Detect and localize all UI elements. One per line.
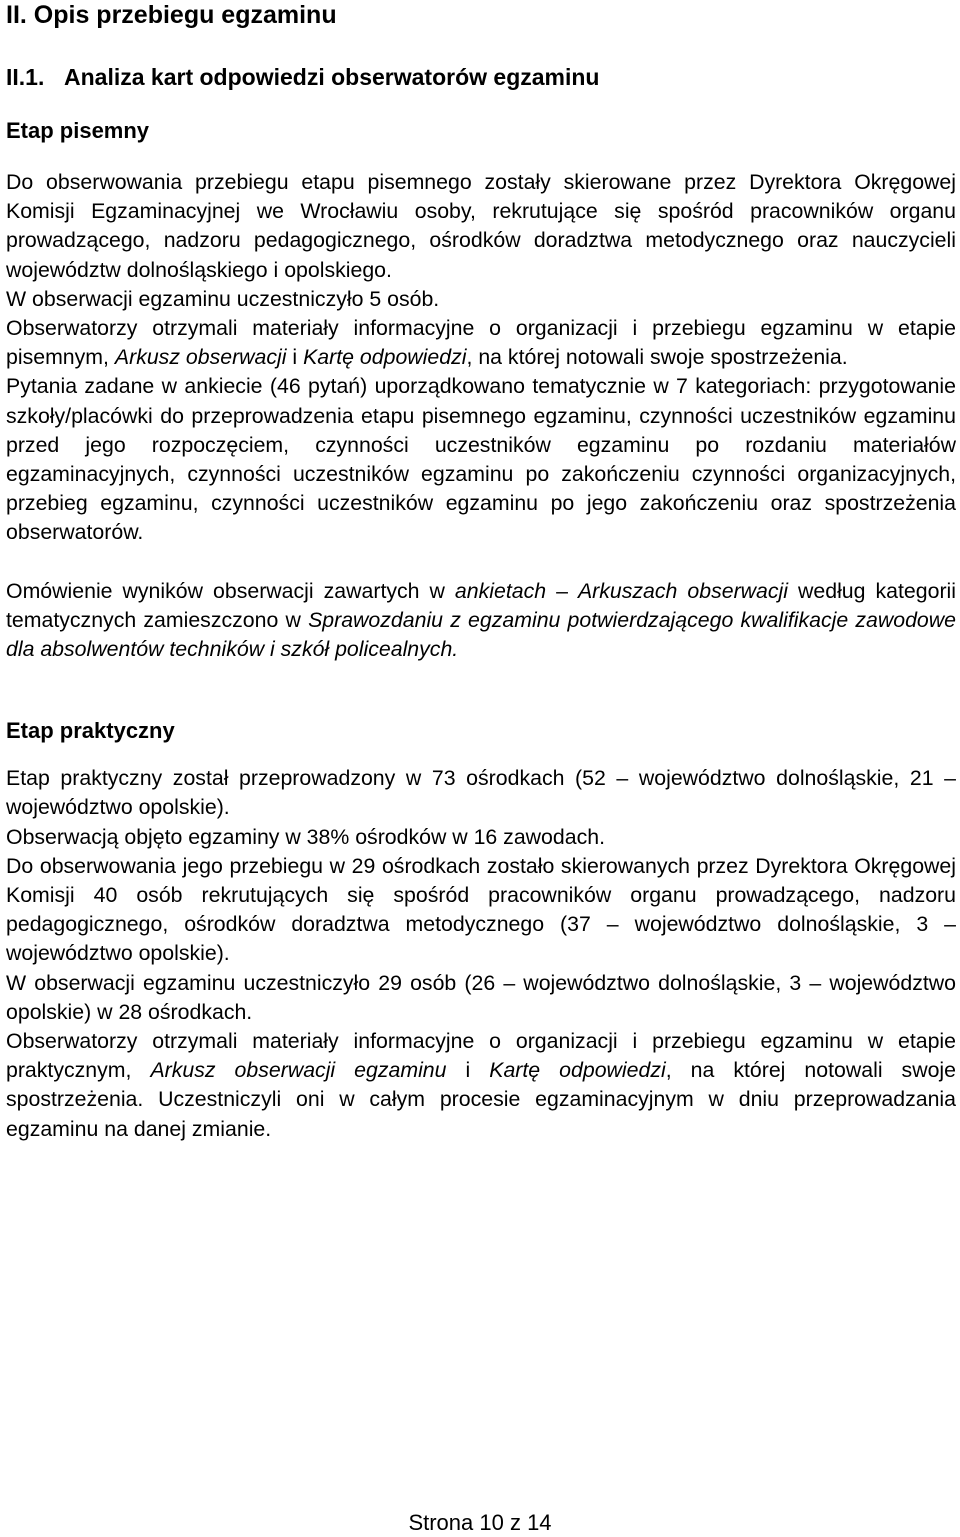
practical-paragraph-3: Do obserwowania jego przebiegu w 29 ośrodkach zostało skierowanych przez Dyrektora Okręgowej Komisji 40 osób rekrutujących się spośród pracowników organu prowadzącego, nadzoru pedagogicznego, ośrodków doradztwa metodycznego (37 – województwo dolnośląskie, 3 – województwo opolskie). [6, 853, 956, 966]
written-paragraph-5 [6, 577, 956, 665]
section-title: II. Opis przebiegu egzaminu [6, 1, 337, 29]
written-paragraph-4: Pytania zadane w ankiecie (46 pytań) uporządkowano tematycznie w 7 kategoriach: przygotowanie szkoły/placówki do przeprowadzenia etapu pisemnego egzaminu, czynności uczestników egzaminu przed jego rozpoczęciem, czynności uczestników egzaminu po rozdaniu materiałów egzaminacyjnych, czynności uczestników egzaminu po zakończeniu czynności organizacyjnych, przebieg egzaminu, czynności uczestników egzaminu po jego zakończeniu oraz spostrzeżenia obserwatorów. [6, 374, 956, 545]
italic-segment: Sprawozdaniu z egzaminu potwierdzającego kwalifikacje zawodowe dla absolwentów techników i szkół policealnych. [6, 607, 957, 662]
subsection-title [6, 62, 956, 92]
text-segment: i [286, 345, 304, 370]
written-paragraph-2: W obserwacji egzaminu uczestniczyło 5 osób. [6, 286, 440, 311]
text-segment: , na której notowali swoje spostrzeżenia. [466, 345, 848, 370]
written-paragraph-1: Do obserwowania przebiegu etapu pisemnego zostały skierowane przez Dyrektora Okręgowej Komisji Egzaminacyjnej we Wrocławiu osoby, rekrutujące się spośród pracowników organu prowadzącego, nadzoru pedagogicznego, ośrodków doradztwa metodycznego oraz nauczycieli województw dolnośląskiego i opolskiego. [6, 170, 956, 282]
italic-segment: Arkusz obserwacji [114, 345, 287, 370]
practical-stage-heading: Etap praktyczny [6, 718, 175, 744]
italic-segment: ankietach [454, 578, 547, 603]
text-segment: Obserwatorzy otrzymali materiały informacyjne o organizacji i przebiegu egzaminu w etapie praktycznym, [6, 1029, 956, 1083]
italic-segment: Arkuszach obserwacji [577, 578, 788, 603]
text-segment: według kategorii tematycznych zamieszczono w [6, 578, 957, 632]
page-content [6, 0, 956, 1144]
page-footer: Strona 10 z 14 [408, 1510, 552, 1535]
text-segment: – [546, 578, 578, 603]
subsection-title-text: Analiza kart odpowiedzi obserwatorów egzaminu [64, 64, 600, 90]
written-paragraph-3 [6, 314, 956, 372]
text-segment: Omówienie wyników obserwacji zawartych w [6, 578, 455, 603]
italic-segment: Kartę odpowiedzi [489, 1058, 666, 1083]
practical-paragraph-1: Etap praktyczny został przeprowadzony w 73 ośrodkach (52 – województwo dolnośląskie, 21 – województwo opolskie). [6, 766, 956, 820]
subsection-number: II.1. [6, 64, 45, 90]
text-segment: i [446, 1058, 490, 1083]
practical-paragraph-2: Obserwacją objęto egzaminy w 38% ośrodków w 16 zawodach. [6, 824, 605, 849]
text-segment: , na której notowali swoje spostrzeżenia. Uczestniczyli oni w całym procesie egzaminacyjnym w dniu przeprowadzania egzaminu na danej zmianie. [6, 1058, 956, 1141]
practical-paragraph-5 [6, 1027, 956, 1144]
italic-segment: Arkusz obserwacji egzaminu [150, 1058, 447, 1083]
text-segment: Obserwatorzy otrzymali materiały informacyjne o organizacji i przebiegu egzaminu w etapie pisemnym, [6, 316, 956, 370]
practical-paragraph-4: W obserwacji egzaminu uczestniczyło 29 osób (26 – województwo dolnośląskie, 3 – województwo opolskie) w 28 ośrodkach. [6, 970, 956, 1024]
italic-segment: Kartę odpowiedzi [303, 345, 467, 370]
written-stage-heading: Etap pisemny [6, 118, 150, 143]
